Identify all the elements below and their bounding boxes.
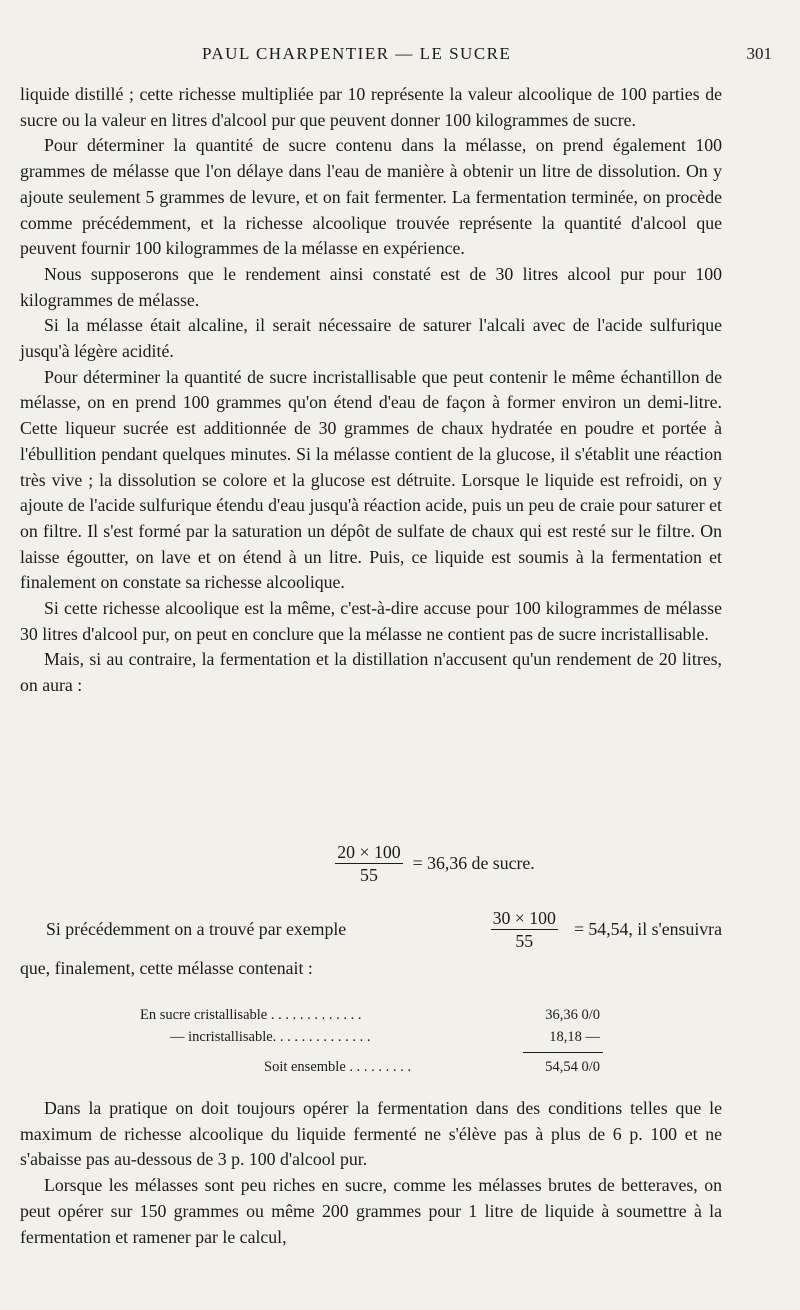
paragraph: Si la mélasse était alcaline, il serait nécessaire de saturer l'alcali avec de l'acide sulfurique jusqu'à légère acidité. <box>20 315 722 362</box>
paragraph: Lorsque les mélasses sont peu riches en sucre, comme les mélasses brutes de betteraves, on peut opérer sur 150 grammes ou même 200 grammes pour 1 litre de liquide à soumettre à la fermentation et ramener par le calcul, <box>20 1175 722 1247</box>
fraction <box>335 842 402 885</box>
table-row <box>140 1026 600 1048</box>
running-head: PAUL CHARPENTIER — LE SUCRE <box>202 44 512 63</box>
paragraph: Pour déterminer la quantité de sucre incristallisable que peut contenir le même échantillon de mélasse, on en prend 100 grammes qu'on étend d'eau de façon à former environ un demi-litre. Cette liqueur sucrée est additionnée de 30 grammes de chaux hydratée en poudre et portée à l'ébullition pendant quelques minutes. Si la mélasse contient de la glucose, il s'établit une réaction très vive ; la dissolution se colore et la glucose est détruite. Lorsque le liquide est refroidi, on y ajoute de l'acide sulfurique étendu d'eau jusqu'à réaction acide, puis un peu de craie pour saturer et on filtre. Il s'est formé par la saturation un dépôt de sulfate de chaux qui est resté sur le filtre. On laisse égoutter, on lave et on étend à un litre. Puis, ce liquide est soumis à la fermentation et finalement on constate sa richesse alcoolique. <box>20 366 722 593</box>
formula-lead-text: Si précédemment on a trouvé par exemple <box>46 918 347 939</box>
formula-continuation <box>20 956 722 982</box>
page-number: 301 <box>746 44 772 63</box>
formula-result: = 36,36 de sucre. <box>412 852 535 873</box>
paragraph: Nous supposerons que le rendement ainsi constaté est de 30 litres alcool pur pour 100 kilogrammes de mélasse. <box>20 263 722 310</box>
fraction <box>491 908 558 951</box>
table-total-value: 54,54 0/0 <box>545 1058 600 1075</box>
sum-rule <box>523 1052 603 1053</box>
paragraph: Pour déterminer la quantité de sucre contenu dans la mélasse, on prend également 100 grammes de mélasse que l'on délaye dans l'eau de manière à obtenir un litre de dissolution. On y ajoute seulement 5 grammes de levure, et on fait fermenter. La fermentation terminée, on procède comme précédemment, et la richesse alcoolique trouvée représente la quantité d'alcool que peuvent fournir 100 kilogrammes de la mélasse en expérience. <box>20 135 722 259</box>
fraction-numerator: 20 × 100 <box>337 841 401 862</box>
table-row-value: 36,36 0/0 <box>545 1006 600 1023</box>
paragraph: Si cette richesse alcoolique est la même, c'est-à-dire accuse pour 100 kilogrammes de mélasse 30 litres d'alcool pur, on peut en conclure que la mélasse ne contient pas de sucre incristallisable. <box>20 598 722 644</box>
formula-2 <box>46 906 722 952</box>
formula-result: = 54,54, il s'ensuivra <box>573 918 722 939</box>
table-row-label: En sucre cristallisable . . . . . . . . . . . . . <box>140 1006 362 1023</box>
paragraph: que, finalement, cette mélasse contenait : <box>20 958 313 978</box>
table-total-label: Soit ensemble . . . . . . . . . <box>264 1058 412 1075</box>
table-row-label: — incristallisable. . . . . . . . . . . . . . <box>170 1028 371 1045</box>
fraction-denominator: 55 <box>515 930 534 951</box>
table-row-value: 18,18 — <box>549 1028 600 1045</box>
paragraph: Dans la pratique on doit toujours opérer la fermentation dans des conditions telles que le maximum de richesse alcoolique du liquide fermenté ne s'élève pas à plus de 6 p. 100 et ne s'abaisse pas au-dessous de 3 p. 100 d'alcool pur. <box>20 1098 722 1170</box>
table-row <box>140 1004 600 1026</box>
body-text-bottom <box>20 1096 722 1250</box>
paragraph: Mais, si au contraire, la fermentation et la distillation n'accusent qu'un rendement de 20 litres, on aura : <box>20 649 722 696</box>
fraction-numerator: 30 × 100 <box>492 907 556 928</box>
paragraph: liquide distillé ; cette richesse multipliée par 10 représente la valeur alcoolique de 100 parties de sucre ou la valeur en litres d'alcool pur que peuvent donner 100 kilogrammes de sucre. <box>20 84 722 130</box>
formula-1 <box>0 838 800 888</box>
page-header <box>0 44 800 74</box>
body-text-top <box>20 82 722 699</box>
fraction-denominator: 55 <box>360 864 378 885</box>
table-total-row <box>140 1056 600 1078</box>
composition-table <box>140 1004 600 1078</box>
